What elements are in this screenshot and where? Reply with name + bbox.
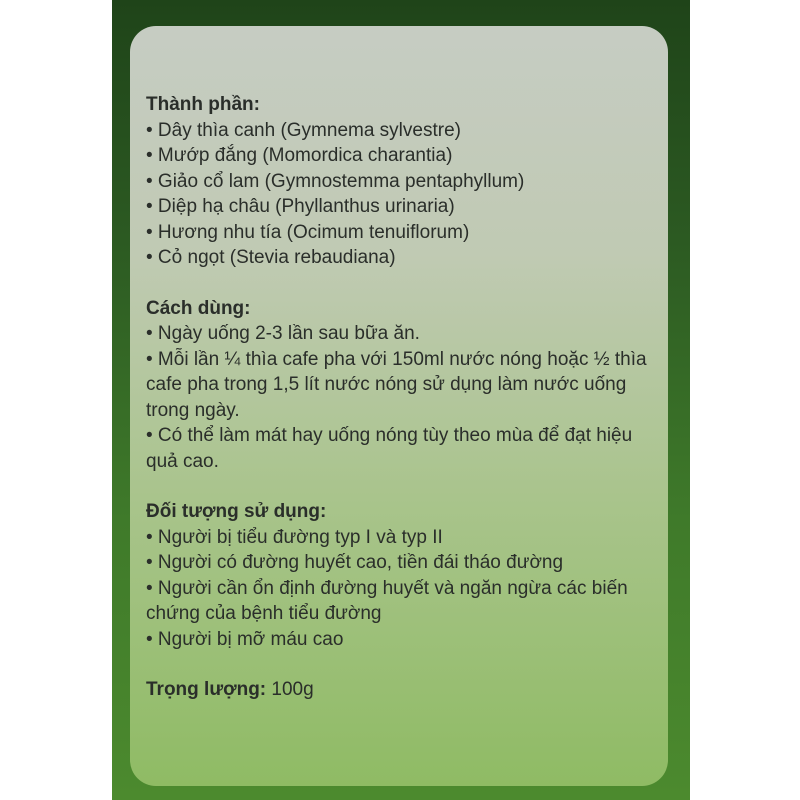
ingredient-item: • Diệp hạ châu (Phyllanthus urinaria) [146, 196, 455, 217]
target-users-heading: Đối tượng sử dụng: [146, 501, 327, 522]
ingredient-item: • Cỏ ngọt (Stevia rebaudiana) [146, 247, 396, 268]
target-user-item: • Người có đường huyết cao, tiền đái tháo đường [146, 552, 564, 573]
weight-section [146, 677, 666, 703]
weight-label: Trọng lượng: [146, 679, 267, 700]
target-users-list [146, 525, 666, 653]
ingredient-item: • Giảo cổ lam (Gymnostemma pentaphyllum) [146, 170, 525, 192]
weight-line [146, 677, 666, 703]
ingredients-list [146, 118, 666, 271]
weight-value: 100g [271, 679, 314, 700]
usage-heading: Cách dùng: [146, 297, 251, 319]
usage-list [146, 321, 666, 474]
ingredients-section [146, 92, 666, 271]
ingredient-item: • Hương nhu tía (Ocimum tenuiflorum) [146, 221, 470, 243]
target-user-item: • Người bị tiểu đường typ I và typ II [146, 526, 443, 548]
usage-item: • Ngày uống 2-3 lần sau bữa ăn. [146, 323, 420, 344]
target-users-section [146, 499, 666, 652]
usage-section [146, 296, 666, 475]
info-content [146, 92, 666, 703]
ingredients-heading: Thành phần: [146, 94, 260, 115]
target-user-item: • Người bị mỡ máu cao [146, 628, 344, 650]
ingredient-item: • Mướp đắng (Momordica charantia) [146, 145, 453, 166]
ingredient-item: • Dây thìa canh (Gymnema sylvestre) [146, 119, 461, 141]
target-user-item: • Người cần ổn định đường huyết và ngăn ngừa các biến chứng của bệnh tiểu đường [146, 577, 628, 624]
usage-item: • Mỗi lần ¼ thìa cafe pha với 150ml nước nóng hoặc ½ thìa cafe pha trong 1,5 lít nước nóng sử dụng làm nước uống trong ngày. [146, 348, 647, 421]
usage-item: • Có thể làm mát hay uống nóng tùy theo mùa để đạt hiệu quả cao. [146, 425, 633, 472]
